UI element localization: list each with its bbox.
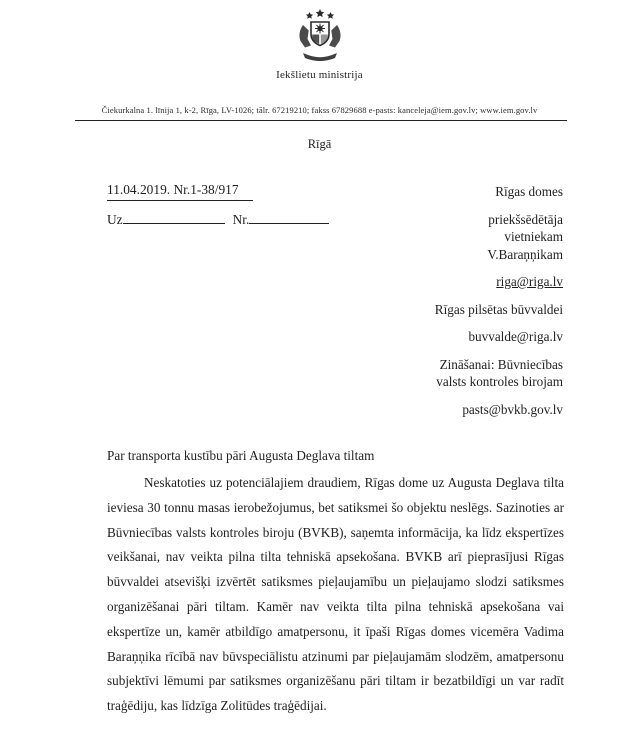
recipient-line: vietniekam xyxy=(504,229,563,244)
subject-line: Par transporta kustību pāri Augusta Deglava tiltam xyxy=(107,448,375,463)
recipient-email-riga: riga@riga.lv xyxy=(496,274,563,289)
recipient-line: Rīgas domes xyxy=(495,184,563,199)
place-name: Rīgā xyxy=(307,137,332,151)
reply-date-blank xyxy=(123,210,225,224)
reply-number-blank xyxy=(249,210,329,224)
uz-label: Uz xyxy=(107,211,123,227)
recipient-line: valsts kontroles birojam xyxy=(436,374,563,389)
recipient-email-buvvalde: buvvalde@riga.lv xyxy=(468,329,563,344)
letterhead-address-line: Čiekurkalna 1. līnija 1, k-2, Rīga, LV-1026; tālr. 67219210; fakss 67829688 e-pasts: kanceleja@iem.gov.lv; www.iem.gov.lv xyxy=(101,105,538,115)
recipient-line: Rīgas pilsētas būvvaldei xyxy=(434,301,563,317)
reply-reference-line xyxy=(107,210,329,229)
reference-block xyxy=(107,181,329,228)
recipients-block xyxy=(435,183,563,418)
recipient-line: Zināšanai: Būvniecības xyxy=(439,356,563,372)
recipient-email-bvkb: pasts@bvkb.gov.lv xyxy=(462,401,563,417)
letter-date-number: 11.04.2019. Nr.1-38/917 xyxy=(107,181,253,201)
recipient-line: V.Baraņņikam xyxy=(487,246,563,262)
ministry-name: Iekšlietu ministrija xyxy=(276,69,363,81)
recipient-line: priekšsēdētāja xyxy=(488,211,563,227)
nr-label: Nr. xyxy=(232,211,250,227)
latvia-coat-of-arms-icon xyxy=(291,8,349,66)
letter-body-paragraph: Neskatoties uz potenciālajiem draudiem, Rīgas dome uz Augusta Deglava tilta ieviesa 30 tonnu masas ierobežojumus, bet satiksmei šo objektu neslēgs. Sazinoties ar Būvniecības valsts kontroles biroju (BVKB), saņemta informācija, ka līdz ekspertīzes veikšanai, nav veikta pilna tilta tehniskā apsekošana. BVKB arī pieprasījusi Rīgas būvvaldei atsevišķi izvērtēt satiksmes pieļaujamību un pieļaujamo slodzi satiksmes organizēšanai pāri tiltam. Kamēr nav veikta tilta pilna tehniskā apsekošana vai ekspertīze un, kamēr atbildīgo amatpersonu, it īpaši Rīgas domes vicemēra Vadima Baraņņika rīcībā nav būvspeciālistu atzinumi par pieļaujamām slodzēm, amatpersonu subjektīvi lēmumi par satiksmes organizēšanu pāri tiltam ir bezatbildīgi un var radīt traģēdiju, kas līdzīga Zolitūdes traģēdijai. xyxy=(107,475,564,714)
letterhead-divider xyxy=(75,120,567,121)
